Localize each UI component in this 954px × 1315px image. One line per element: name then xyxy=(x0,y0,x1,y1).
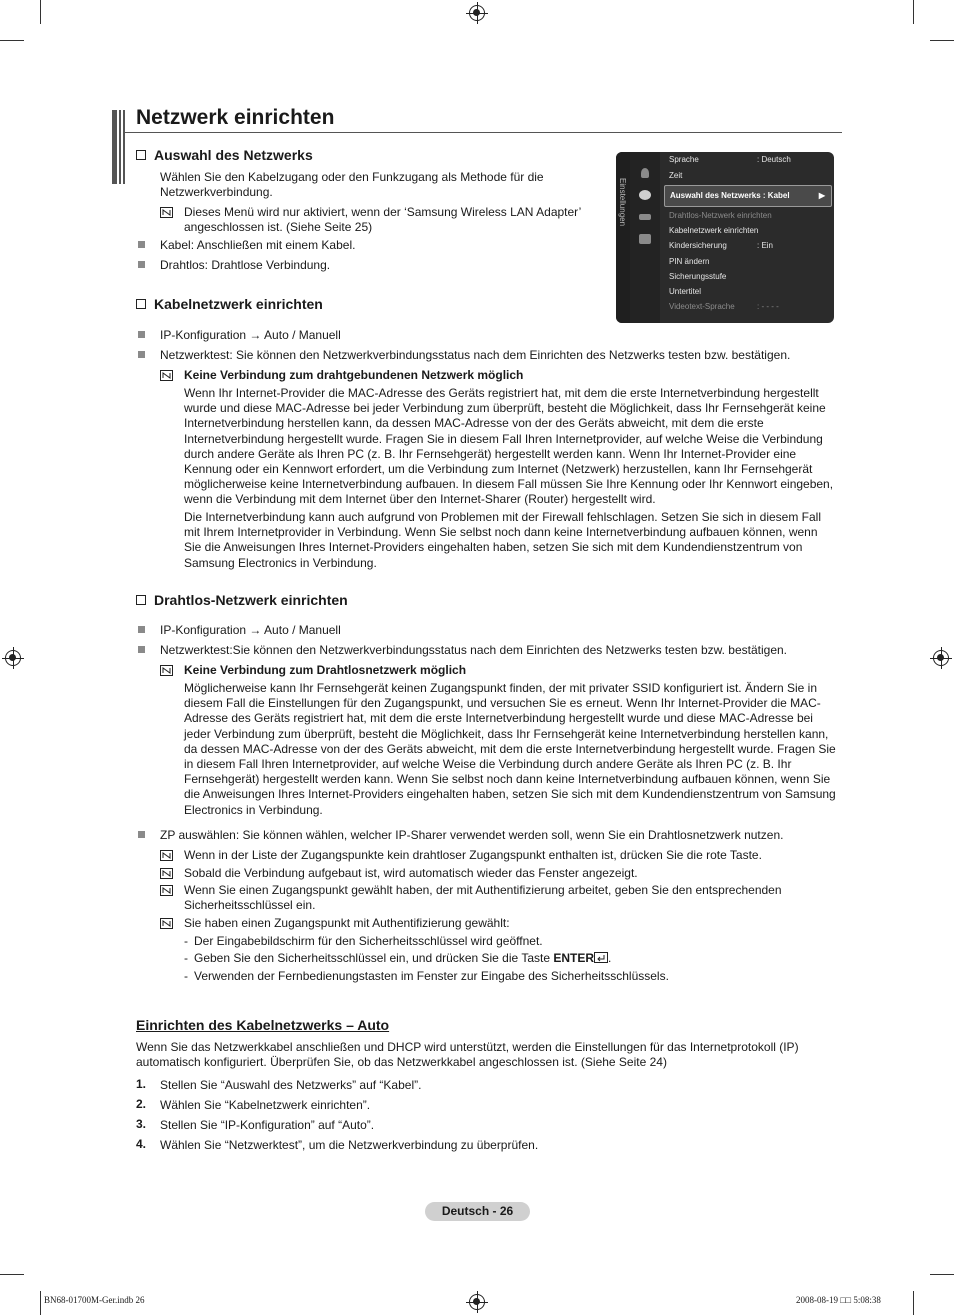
enter-key-label: ENTER xyxy=(553,951,595,965)
note-icon xyxy=(160,370,173,381)
title-decoration-bars xyxy=(112,110,125,184)
s3-note-1: Wenn in der Liste der Zugangspunkte kein drahtloser Zugangspunkt enthalten ist, drücken Sie die rote Taste. xyxy=(184,848,762,862)
s3-note-4: Sie haben einen Zugangspunkt mit Authentifizierung gewählt: xyxy=(184,916,510,930)
s3-bullet-network-test: Netzwerktest:Sie können den Netzwerkverbindungsstatus nach dem Einrichten des Netzwerks testen bzw. bestätigen. xyxy=(160,643,787,657)
s3-note-title: Keine Verbindung zum Drahtlosnetzwerk möglich xyxy=(184,663,467,677)
s3-paragraph-1: Möglicherweise kann Ihr Fernsehgerät keinen Zugangspunkt finden, der mit privater SSID konfiguriert ist. Ändern Sie in diesem Fall die Einstellungen für den Zugangspunkt, und versuchen Sie es erneut. Wenn Ihr Internet-Provider die MAC-Adresse des Geräts registriert hat, mit dem die erste Internetverbindung hergestellt wurde und diese MAC-Adresse bei jeder Verbindung zum überprüft, besteht die Möglichkeit, dass Ihr Fernsehgerät keine Internetverbindung herstellen kann, da dessen MAC-Adresse von der des Geräts abweicht, mit dem die erste Internetverbindung hergestellt wurde. Fragen Sie in diesem Fall Ihren Internetprovider, auf welche Weise die Verbindung durch andere Geräte als Ihren PC (z. B. Ihr Fernsehgerät) hergestellt werden kann. Wenn Sie selbst noch dann keine Internetverbindung aufbauen können, wenn Sie die Anweisungen Ihres Internet-Providers eingehalten haben, setzen Sie sich mit dem Kundendienstzentrum von Samsung Electronics in Verbindung. xyxy=(184,681,836,817)
application-icon xyxy=(639,234,651,244)
registration-mark-icon xyxy=(933,650,949,666)
note-icon xyxy=(160,207,173,218)
note-icon xyxy=(160,868,173,879)
menu-item-teletext-language[interactable]: Videotext-Sprache : - - - - xyxy=(669,302,779,311)
page-number-badge: Deutsch - 26 xyxy=(425,1202,530,1221)
sound-icon xyxy=(641,168,649,178)
crop-mark xyxy=(0,40,24,41)
registration-mark-icon xyxy=(469,1294,485,1310)
menu-list xyxy=(662,152,834,323)
menu-item-security-level[interactable]: Sicherungsstufe xyxy=(669,272,727,281)
crop-mark xyxy=(40,1291,41,1315)
s4-intro: Wenn Sie das Netzwerkkabel anschließen und DHCP wird unterstützt, werden die Einstellungen für das Internetprotokoll (IP) automatisch konfiguriert. Überprüfen Sie, ob das Netzwerkkabel angeschlossen ist. (Siehe Seite 24) xyxy=(136,1040,799,1070)
step-text: Stellen Sie “Auswahl des Netzwerks” auf “Kabel”. xyxy=(160,1078,422,1092)
section-heading-cable-auto: Einrichten des Kabelnetzwerks – Auto xyxy=(136,1017,390,1033)
s1-bullet-cable: Kabel: Anschließen mit einem Kabel. xyxy=(160,238,356,252)
s2-paragraph-1: Wenn Ihr Internet-Provider die MAC-Adresse des Geräts registriert hat, mit dem die erste Internetverbindung hergestellt wurde und diese MAC-Adresse bei jeder Verbindung zum überprüft, besteht die Möglichkeit, dass Ihr Fernsehgerät keine Internetverbindung herstellen kann, da dessen MAC-Adresse von der des Geräts abweicht, mit dem die erste Internetverbindung hergestellt wurde. Fragen Sie in diesem Fall Ihren Internetprovider, auf welche Weise die Verbindung durch andere Geräte als Ihren PC (z. B. Ihr Fernsehgerät) hergestellt werden kann. Wenn Ihr Internet-Provider eine Kennung oder ein Kennwort erfordert, um die Verbindung zum Internet (Netzwerk) herzustellen, kann Ihr Fernsehgerät möglicherweise keine Internetverbindung aufbauen. In diesem Fall müssen Sie Ihre Kennung oder Ihr Kennwort eingeben, wenn die Verbindung mit dem Internet über den Internet-Sharer (Router) hergestellt wird. xyxy=(184,386,834,507)
menu-item-language[interactable]: Sprache : Deutsch xyxy=(669,155,791,164)
menu-item-time[interactable]: Zeit xyxy=(669,171,683,180)
gear-icon xyxy=(639,190,651,200)
dash-marker: - xyxy=(184,951,188,965)
menu-item-cable-setup[interactable]: Kabelnetzwerk einrichten xyxy=(669,226,759,235)
page-title: Netzwerk einrichten xyxy=(136,106,335,129)
note-icon xyxy=(160,885,173,896)
checkbox-square-icon xyxy=(136,150,146,160)
menu-side-label: Einstellungen xyxy=(618,178,627,227)
s3-note-3: Wenn Sie einen Zugangspunkt gewählt haben, der mit Authentifizierung arbeitet, geben Sie den entsprechenden Sicherheitsschlüssel ein. xyxy=(184,883,782,913)
bullet-square xyxy=(138,331,145,338)
step-text: Stellen Sie “IP-Konfiguration” auf “Auto”. xyxy=(160,1118,375,1132)
section-heading-network-selection: Auswahl des Netzwerks xyxy=(136,147,313,163)
crop-mark xyxy=(40,0,41,24)
footer-timestamp: 2008-08-19 □□ 5:08:38 xyxy=(796,1295,881,1305)
s3-dash-2: Geben Sie den Sicherheitsschlüssel ein, und drücken Sie die Taste ENTER . xyxy=(194,951,612,965)
title-rule xyxy=(123,132,842,133)
crop-mark xyxy=(913,1291,914,1315)
step-number: 4. xyxy=(136,1137,147,1151)
menu-item-change-pin[interactable]: PIN ändern xyxy=(669,257,710,266)
note-icon xyxy=(160,850,173,861)
s3-dash-3: Verwenden der Fernbedienungstasten im Fenster zur Eingabe des Sicherheitsschlüssels. xyxy=(194,969,669,983)
bullet-square xyxy=(138,241,145,248)
s1-note: Dieses Menü wird nur aktiviert, wenn der ‘Samsung Wireless LAN Adapter’ angeschlossen ist. (Siehe Seite 25) xyxy=(184,205,581,235)
crop-mark xyxy=(0,1274,24,1275)
arrow-right-icon: ▶ xyxy=(818,191,825,200)
s2-bullet-ip-config: IP-Konfiguration → Auto / Manuell xyxy=(160,328,341,342)
menu-item-child-lock[interactable]: Kindersicherung : Ein xyxy=(669,241,774,250)
step-text: Wählen Sie “Kabelnetzwerk einrichten”. xyxy=(160,1098,371,1112)
s2-paragraph-2: Die Internetverbindung kann auch aufgrund von Problemen mit der Firewall fehlschlagen. Setzen Sie sich in diesem Fall mit Ihrem Internetprovider in Verbindung. Wenn Sie selbst noch dann keine Internetverbindung aufbauen können, wenn Sie die Anweisungen Ihres Internet-Providers eingehalten haben, setzen Sie sich mit dem Kundendienstzentrum von Samsung Electronics in Verbindung. xyxy=(184,510,822,570)
s3-note-2: Sobald die Verbindung aufgebaut ist, wird automatisch wieder das Fenster angezeigt. xyxy=(184,866,638,880)
checkbox-square-icon xyxy=(136,299,146,309)
step-text: Wählen Sie “Netzwerktest”, um die Netzwerkverbindung zu überprüfen. xyxy=(160,1138,539,1152)
s1-bullet-wireless: Drahtlos: Drahtlose Verbindung. xyxy=(160,258,331,272)
menu-item-subtitle[interactable]: Untertitel xyxy=(669,287,702,296)
enter-key-icon xyxy=(594,952,608,963)
section-heading-wireless-network: Drahtlos-Netzwerk einrichten xyxy=(136,592,348,608)
dash-marker: - xyxy=(184,969,188,983)
crop-mark xyxy=(930,1274,954,1275)
step-number: 3. xyxy=(136,1117,147,1131)
note-icon xyxy=(160,918,173,929)
s3-bullet-ip-config: IP-Konfiguration → Auto / Manuell xyxy=(160,623,341,637)
bullet-square xyxy=(138,261,145,268)
s2-bullet-network-test: Netzwerktest: Sie können den Netzwerkverbindungsstatus nach dem Einrichten des Netzwerks testen bzw. bestätigen. xyxy=(160,348,791,362)
s1-intro: Wählen Sie den Kabelzugang oder den Funkzugang als Methode für die Netzwerkverbindung. xyxy=(160,170,544,200)
settings-menu-screenshot xyxy=(616,152,834,323)
note-icon xyxy=(160,665,173,676)
bullet-square xyxy=(138,626,145,633)
step-number: 2. xyxy=(136,1097,147,1111)
menu-item-network-selection[interactable]: Auswahl des Netzwerks : Kabel ▶ xyxy=(664,185,832,207)
dash-marker: - xyxy=(184,934,188,948)
checkbox-square-icon xyxy=(136,595,146,605)
bullet-square xyxy=(138,831,145,838)
input-icon xyxy=(639,214,651,220)
menu-item-wireless-setup[interactable]: Drahtlos-Netzwerk einrichten xyxy=(669,211,772,220)
s3-bullet-ap-select: ZP auswählen: Sie können wählen, welcher IP-Sharer verwendet werden soll, wenn Sie ein Drahtlosnetzwerk nutzen. xyxy=(160,828,784,842)
footer-file-name: BN68-01700M-Ger.indb 26 xyxy=(44,1295,145,1305)
registration-mark-icon xyxy=(469,5,485,21)
bullet-square xyxy=(138,646,145,653)
step-number: 1. xyxy=(136,1077,147,1091)
s3-dash-1: Der Eingabebildschirm für den Sicherheitsschlüssel wird geöffnet. xyxy=(194,934,543,948)
bullet-square xyxy=(138,351,145,358)
crop-mark xyxy=(930,40,954,41)
s2-note-title: Keine Verbindung zum drahtgebundenen Netzwerk möglich xyxy=(184,368,524,382)
registration-mark-icon xyxy=(5,650,21,666)
section-heading-cable-network: Kabelnetzwerk einrichten xyxy=(136,296,323,312)
crop-mark xyxy=(913,0,914,24)
